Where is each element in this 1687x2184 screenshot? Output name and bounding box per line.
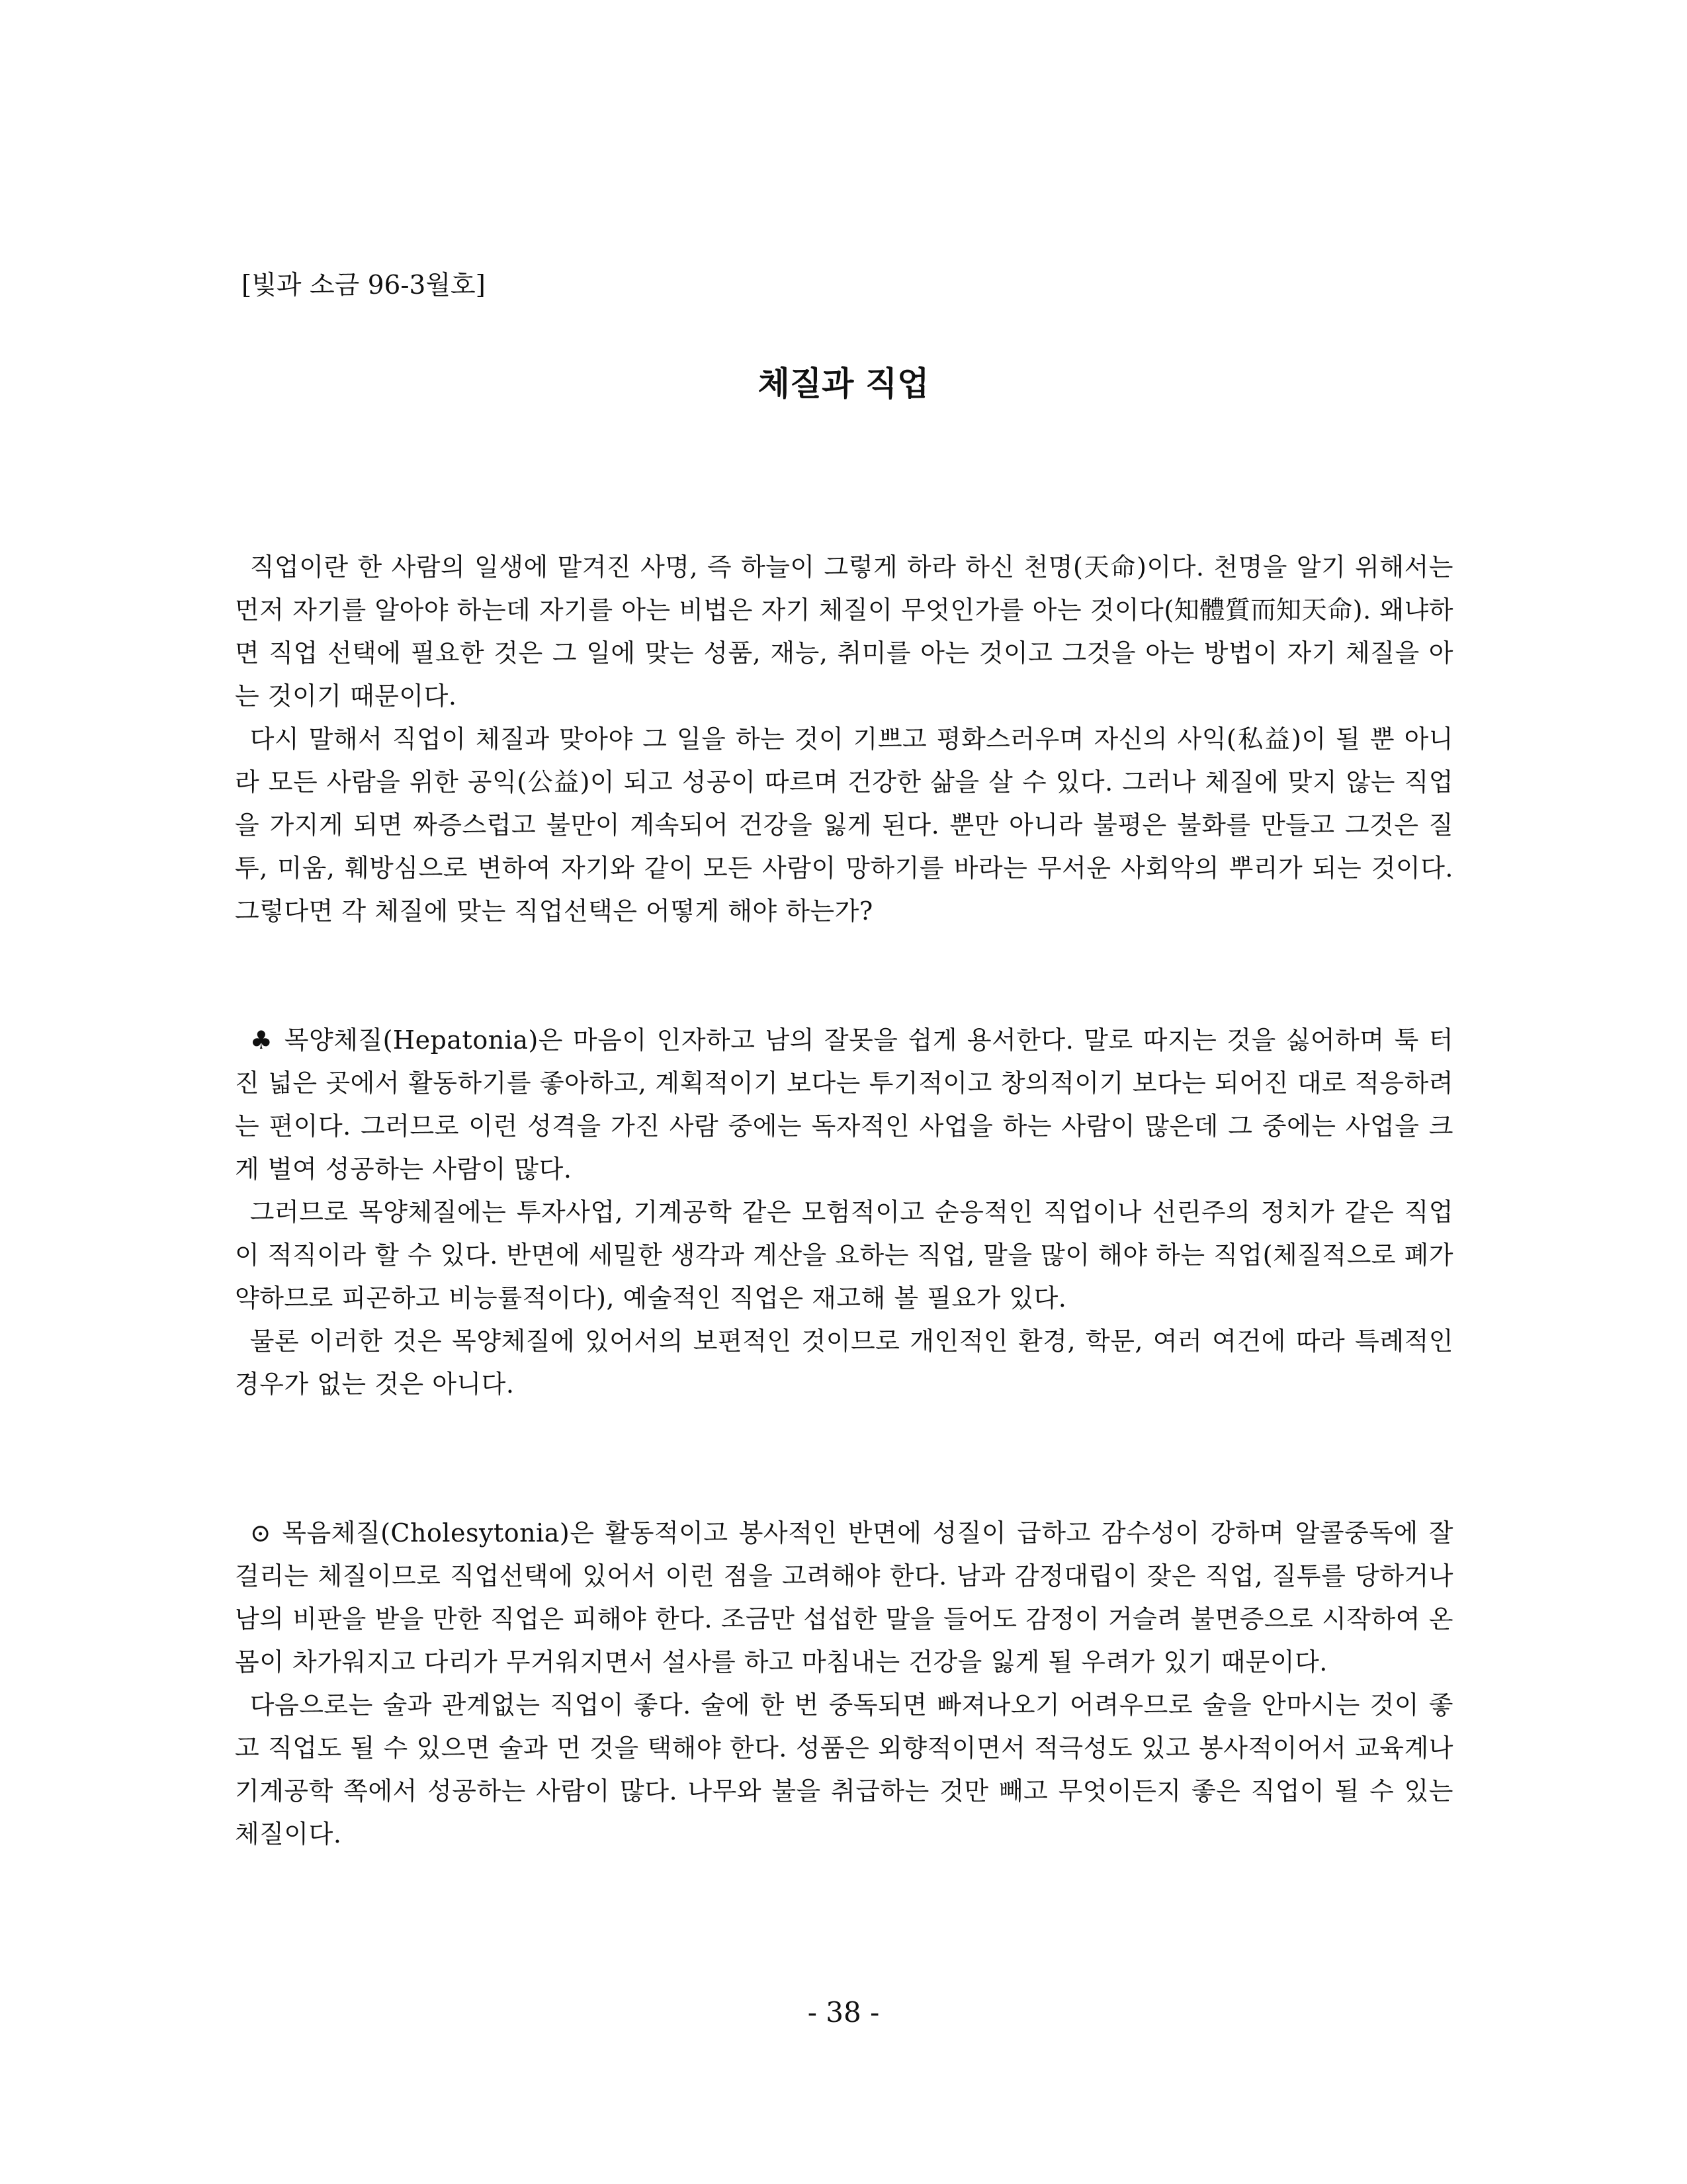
body-paragraph: 다시 말해서 직업이 체질과 맞아야 그 일을 하는 것이 기쁘고 평화스러우며 자신의 사익(私益)이 될 뿐 아니라 모든 사람을 위한 공익(公益)이 되고 성공이 따르며 건강한 삶을 살 수 있다. 그러나 체질에 맞지 않는 직업을 가지게 되면 짜증스럽고 불만이 계속되어 건강을 잃게 된다. 뿐만 아니라 불평은 불화를 만들고 그것은 질투, 미움, 훼방심으로 변하여 자기와 같이 모든 사람이 망하기를 바라는 무서운 사회악의 뿌리가 되는 것이다. 그렇다면 각 체질에 맞는 직업선택은 어떻게 해야 하는가?: [235, 724, 1453, 926]
body-paragraph: 그러므로 목양체질에는 투자사업, 기계공학 같은 모험적이고 순응적인 직업이나 선린주의 정치가 같은 직업이 적직이라 할 수 있다. 반면에 세밀한 생각과 계산을 요하는 직업, 말을 많이 해야 하는 직업(체질적으로 폐가 약하므로 피곤하고 비능률적이다), 예술적인 직업은 재고해 볼 필요가 있다.: [235, 1198, 1453, 1313]
section-cholesytonia: [235, 1512, 1453, 1856]
section-intro: [235, 546, 1453, 933]
body-paragraph: ♣ 목양체질(Hepatonia)은 마음이 인자하고 남의 잘못을 쉽게 용서한다. 말로 따지는 것을 싫어하며 툭 터진 넓은 곳에서 활동하기를 좋아하고, 계획적이기 보다는 투기적이고 창의적이기 보다는 되어진 대로 적응하려는 편이다. 그러므로 이런 성격을 가진 사람 중에는 독자적인 사업을 하는 사람이 많은데 그 중에는 사업을 크게 벌여 성공하는 사람이 많다.: [235, 1026, 1453, 1184]
source-citation: [빛과 소금 96-3월호]: [241, 271, 486, 300]
page-number: - 38 -: [807, 1996, 880, 2029]
section-hepatonia: [235, 1019, 1453, 1406]
page-title: 체질과 직업: [757, 364, 930, 403]
body-paragraph: ⊙ 목음체질(Cholesytonia)은 활동적이고 봉사적인 반면에 성질이 급하고 감수성이 강하며 알콜중독에 잘 걸리는 체질이므로 직업선택에 있어서 이런 점을 고려해야 한다. 남과 감정대립이 잦은 직업, 질투를 당하거나 남의 비판을 받을 만한 직업은 피해야 한다. 조금만 섭섭한 말을 들어도 감정이 거슬려 불면증으로 시작하여 온 몸이 차가워지고 다리가 무거워지면서 설사를 하고 마침내는 건강을 잃게 될 우려가 있기 때문이다.: [235, 1518, 1453, 1677]
body-paragraph: 직업이란 한 사람의 일생에 맡겨진 사명, 즉 하늘이 그렇게 하라 하신 천명(天命)이다. 천명을 알기 위해서는 먼저 자기를 알아야 하는데 자기를 아는 비법은 자기 체질이 무엇인가를 아는 것이다(知體質而知天命). 왜냐하면 직업 선택에 필요한 것은 그 일에 맞는 성품, 재능, 취미를 아는 것이고 그것을 아는 방법이 자기 체질을 아는 것이기 때문이다.: [235, 552, 1453, 711]
body-paragraph: 물론 이러한 것은 목양체질에 있어서의 보편적인 것이므로 개인적인 환경, 학문, 여러 여건에 따라 특례적인 경우가 없는 것은 아니다.: [235, 1327, 1453, 1399]
body-paragraph: 다음으로는 술과 관계없는 직업이 좋다. 술에 한 번 중독되면 빠져나오기 어려우므로 술을 안마시는 것이 좋고 직업도 될 수 있으면 술과 먼 것을 택해야 한다. 성품은 외향적이면서 적극성도 있고 봉사적이어서 교육계나 기계공학 쪽에서 성공하는 사람이 많다. 나무와 불을 취급하는 것만 빼고 무엇이든지 좋은 직업이 될 수 있는 체질이다.: [235, 1690, 1453, 1849]
